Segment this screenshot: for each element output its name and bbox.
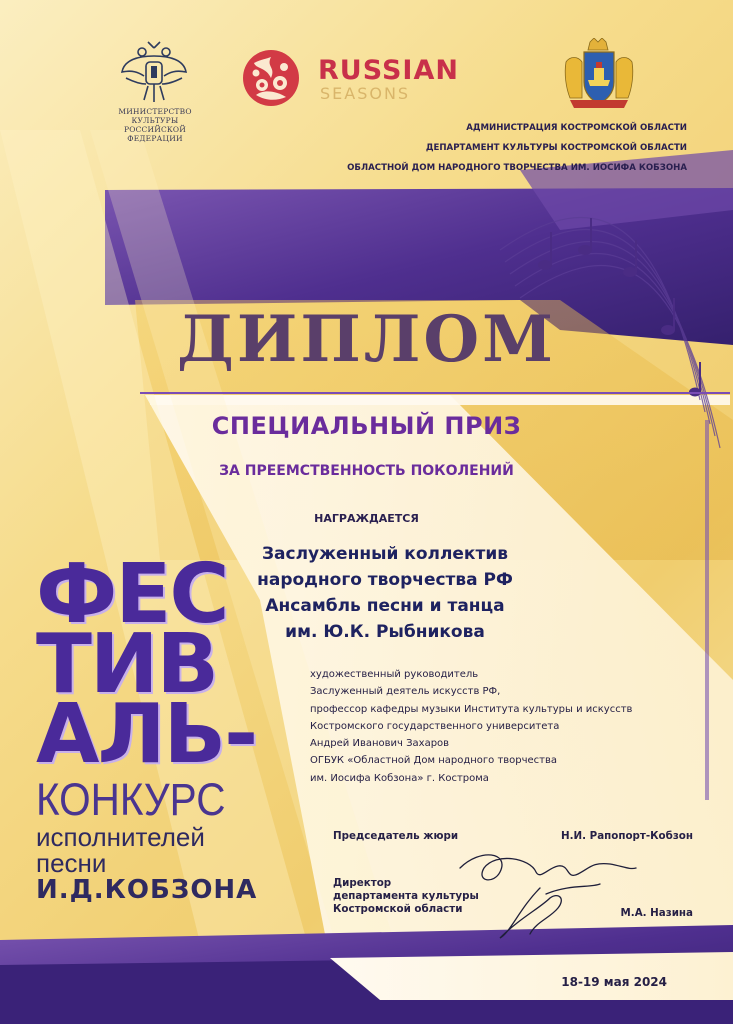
- handwritten-signature-icon: [440, 838, 640, 948]
- org-line: ДЕПАРТАМЕНТ КУЛЬТУРЫ КОСТРОМСКОЙ ОБЛАСТИ: [425, 143, 687, 153]
- org-line: ОБЛАСТНОЙ ДОМ НАРОДНОГО ТВОРЧЕСТВА ИМ. ИОСИФА КОБЗОНА: [347, 163, 687, 173]
- festival-syllable: АЛЬ-: [36, 687, 257, 782]
- festival-konkurs: КОНКУРС: [36, 774, 226, 825]
- festival-line-song: [36, 850, 316, 903]
- ministry-line: РОССИЙСКОЙ ФЕДЕРАЦИИ: [124, 125, 186, 143]
- director-role-line: Директор: [333, 877, 392, 889]
- festival-big-text: [36, 547, 316, 782]
- leader-line: Андрей Иванович Захаров: [310, 738, 450, 750]
- festival-line-performers: исполнителей: [36, 822, 205, 852]
- header-logos: [0, 0, 733, 173]
- recipient-line: им. Ю.К. Рыбникова: [285, 622, 485, 642]
- light-strip: [150, 395, 730, 405]
- recipient-line: Ансамбль песни и танца: [265, 596, 505, 616]
- leader-line: профессор кафедры музыки Института культуры и искусств: [310, 703, 633, 715]
- kostroma-coat-of-arms-icon: [560, 38, 638, 110]
- festival-syllable: ФЕС: [36, 547, 228, 642]
- festival-song-prefix: песни: [36, 848, 107, 878]
- ministry-caption: [96, 107, 214, 143]
- org-line: АДМИНИСТРАЦИЯ КОСТРОМСКОЙ ОБЛАСТИ: [466, 123, 687, 133]
- leader-details: [310, 666, 670, 787]
- leader-line: им. Иосифа Кобзона» г. Кострома: [310, 772, 489, 784]
- russian-seasons-word: RUSSIAN: [318, 55, 459, 86]
- leader-line: Заслуженный деятель искусств РФ,: [310, 686, 501, 698]
- ministry-line: МИНИСТЕРСТВО КУЛЬТУРЫ: [118, 107, 192, 125]
- prize-subtitle: ЗА ПРЕЕМСТВЕННОСТЬ ПОКОЛЕНИЙ: [219, 463, 514, 479]
- leader-line: художественный руководитель: [310, 669, 479, 680]
- double-headed-eagle-icon: [118, 38, 190, 108]
- leader-line: Костромского государственного университета: [310, 720, 560, 732]
- festival-date: 18-19 мая 2024: [561, 975, 667, 989]
- diploma-title: ДИПЛОМ: [177, 302, 556, 377]
- awarded-label: НАГРАЖДАЕТСЯ: [314, 512, 419, 525]
- russian-seasons-sub: SEASONS: [320, 84, 411, 103]
- festival-kobzon-name: И.Д.КОБЗОНА: [36, 875, 258, 905]
- director-role-line: Костромской области: [333, 903, 463, 915]
- director-name: М.А. Назина: [620, 907, 693, 919]
- festival-syllable: ТИВ: [36, 617, 218, 712]
- prize-title: СПЕЦИАЛЬНЫЙ ПРИЗ: [211, 412, 522, 440]
- chair-role-text: Председатель жюри: [333, 830, 459, 842]
- chair-name: Н.И. Рапопорт-Кобзон: [561, 830, 693, 842]
- leader-line: ОГБУК «Областной Дом народного творчества: [310, 755, 558, 767]
- recipient-line: Заслуженный коллектив: [261, 544, 508, 564]
- khokhloma-flower-icon: [236, 45, 306, 111]
- organizers: [347, 118, 687, 178]
- director-role-line: департамента культуры: [333, 890, 479, 902]
- recipient-line: народного творчества РФ: [257, 570, 513, 590]
- festival-wordmark: [36, 547, 316, 905]
- title-divider: [140, 392, 730, 394]
